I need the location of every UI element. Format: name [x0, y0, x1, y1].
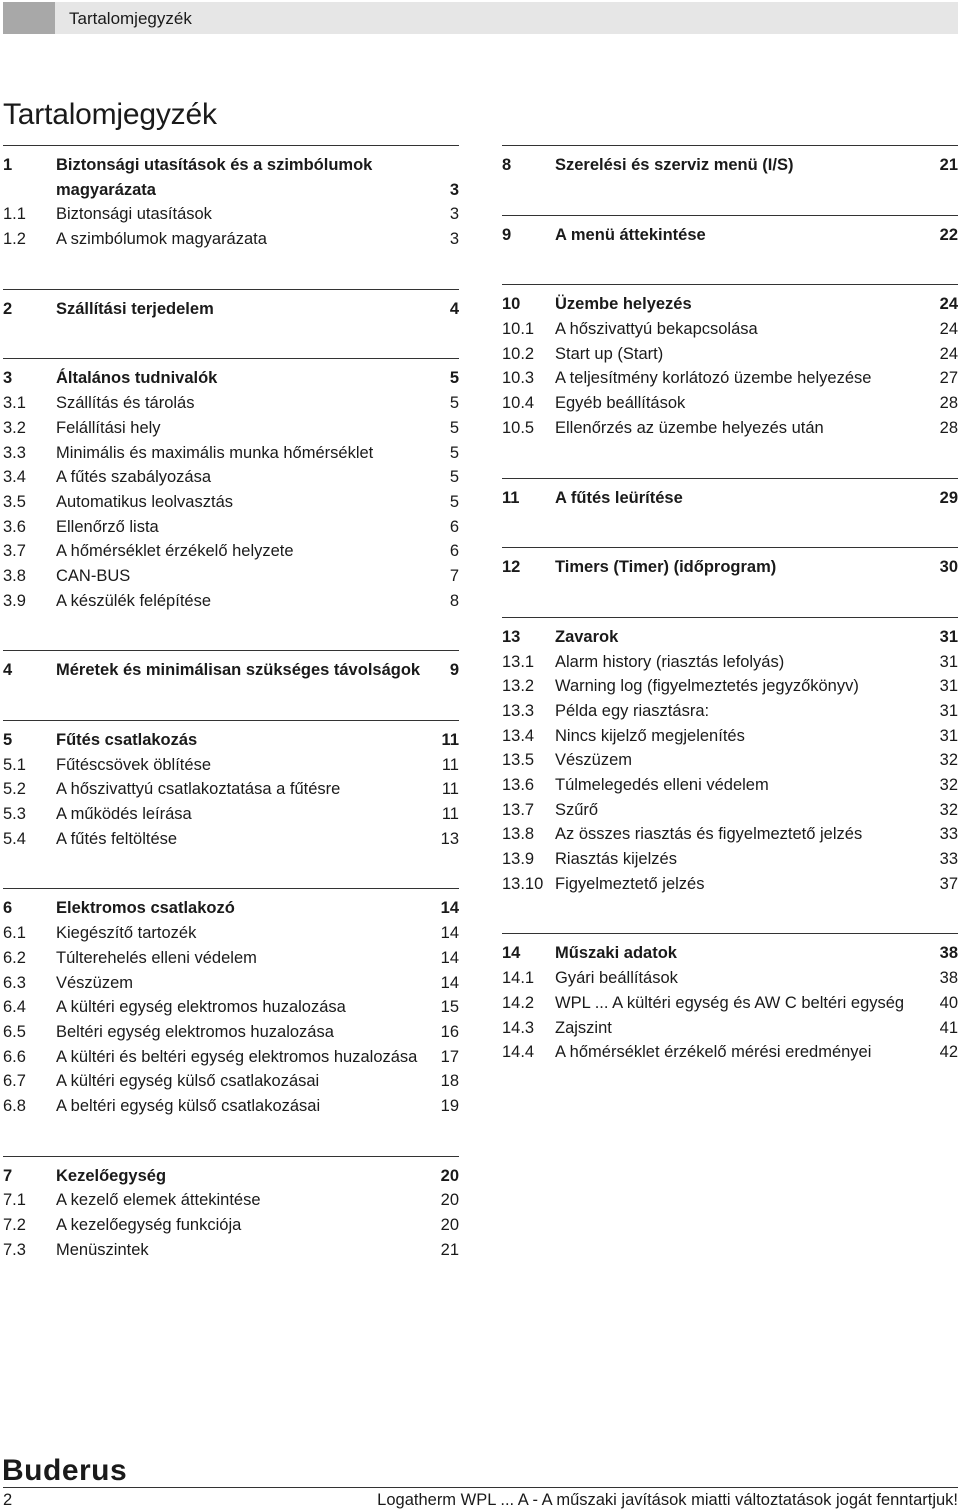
toc-chapter: [3, 358, 459, 613]
toc-chapter-heading[interactable]: [3, 366, 459, 391]
chapter-page: 20: [440, 1166, 459, 1185]
toc-entry[interactable]: [3, 391, 459, 416]
toc-chapter-heading-continued[interactable]: [3, 178, 459, 203]
entry-page: 18: [440, 1072, 459, 1091]
entry-title: Túlterehelés elleni védelem: [56, 948, 257, 967]
chapter-number: 5: [3, 731, 13, 749]
toc-entry[interactable]: [3, 802, 459, 827]
toc-entry[interactable]: [3, 490, 459, 515]
toc-entry[interactable]: [502, 822, 958, 847]
entry-title: Alarm history (riasztás lefolyás): [555, 652, 785, 671]
entry-title: Ellenőrzés az üzembe helyezés után: [555, 418, 824, 437]
toc-entry[interactable]: [3, 1094, 459, 1119]
entry-title: Figyelmeztető jelzés: [555, 874, 705, 893]
chapter-number: 9: [502, 225, 512, 244]
toc-entry[interactable]: [3, 589, 459, 614]
chapter-page: 4: [449, 299, 459, 318]
entry-number: 14.1: [502, 969, 535, 988]
entry-title: A beltéri egység külső csatlakozásai: [56, 1096, 321, 1115]
entry-title: A teljesítmény korlátozó üzembe helyezése: [555, 369, 872, 388]
entry-page: 11: [441, 780, 459, 799]
entry-page: 31: [939, 701, 958, 720]
entry-title: A fűtés feltöltése: [56, 829, 178, 848]
chapter-page: 5: [449, 369, 459, 388]
footer-page-number: 2: [3, 1491, 13, 1509]
entry-page: 38: [939, 969, 958, 988]
entry-title: Vészüzem: [56, 973, 134, 992]
chapter-number: 8: [502, 156, 512, 174]
toc-chapter-heading[interactable]: [3, 153, 459, 178]
entry-page: 33: [939, 850, 958, 869]
entry-title: Szűrő: [555, 800, 599, 819]
entry-number: 5.2: [3, 780, 26, 799]
running-header: [3, 2, 958, 34]
entry-title: A szimbólumok magyarázata: [56, 230, 267, 249]
entry-title: A hőmérséklet érzékelő mérési eredményei: [555, 1043, 872, 1062]
chapter-page: 31: [939, 627, 958, 646]
toc-entry[interactable]: [3, 564, 459, 589]
entry-page: 33: [939, 825, 958, 844]
toc-chapter-heading[interactable]: [3, 728, 459, 753]
chapter-title: Fűtés csatlakozás: [56, 731, 198, 749]
entry-number: 13.10: [502, 874, 544, 893]
entry-title: A kültéri egység elektromos huzalozása: [56, 998, 346, 1017]
entry-number: 13.1: [502, 652, 535, 671]
toc-chapter-heading[interactable]: [502, 153, 958, 178]
footer-text: Logatherm WPL ... A - A műszaki javítások miatti változtatások jogát fenntartjuk!: [377, 1491, 958, 1509]
entry-page: 28: [939, 418, 958, 437]
entry-title: Menüszintek: [56, 1240, 149, 1259]
entry-title: A készülék felépítése: [56, 591, 212, 610]
entry-number: 6.6: [3, 1047, 26, 1066]
entry-number: 5.1: [3, 755, 26, 774]
toc-entry[interactable]: [3, 515, 459, 540]
toc-entry[interactable]: [3, 465, 459, 490]
entry-page: 20: [440, 1216, 459, 1234]
chapter-number: 7: [3, 1166, 13, 1185]
entry-page: 14: [440, 924, 459, 943]
entry-title: Felállítási hely: [56, 418, 161, 437]
entry-page: 5: [449, 418, 459, 437]
entry-page: 11: [441, 755, 459, 774]
chapter-page: 24: [939, 295, 958, 314]
running-header-title: Tartalomjegyzék: [69, 9, 192, 28]
toc-chapter-heading[interactable]: [3, 297, 459, 322]
chapter-title: A menü áttekintése: [555, 225, 706, 244]
entry-page: 5: [449, 468, 459, 487]
chapter-number: 1: [3, 156, 13, 174]
entry-number: 13.8: [502, 825, 535, 844]
chapter-title: Biztonsági utasítások és a szimbólumok: [56, 156, 373, 174]
chapter-title: Timers (Timer) (időprogram): [555, 558, 777, 577]
entry-page: 41: [939, 1018, 958, 1037]
chapter-page: 29: [939, 488, 958, 507]
entry-title: Szállítás és tárolás: [56, 394, 195, 413]
toc-entry[interactable]: [3, 946, 459, 971]
buderus-logo: Buderus: [2, 1454, 128, 1487]
entry-number: 14.2: [502, 993, 535, 1012]
entry-page: 40: [939, 993, 958, 1012]
chapter-title: Kezelőegység: [56, 1166, 167, 1185]
toc-entry[interactable]: [502, 317, 958, 342]
toc-entry[interactable]: [3, 971, 459, 996]
header-tab-marker: [3, 2, 55, 34]
entry-number: 13.9: [502, 850, 535, 869]
toc-left-column: [3, 145, 459, 1299]
entry-number: 1.2: [3, 230, 26, 249]
entry-number: 10.1: [502, 320, 535, 339]
entry-number: 13.2: [502, 677, 535, 696]
entry-page: 37: [939, 874, 958, 893]
toc-entry[interactable]: [502, 748, 958, 773]
toc-entry[interactable]: [502, 724, 958, 749]
entry-page: 5: [449, 394, 459, 413]
toc-chapter-heading[interactable]: [502, 486, 958, 511]
toc-entry[interactable]: [3, 227, 459, 252]
entry-title: Biztonsági utasítások: [56, 205, 212, 224]
entry-page: 32: [939, 776, 958, 794]
toc-chapter: [3, 289, 459, 322]
toc-entry[interactable]: [502, 416, 958, 441]
entry-number: 6.3: [3, 973, 26, 992]
toc-entry[interactable]: [502, 391, 958, 416]
entry-number: 6.7: [3, 1072, 26, 1091]
chapter-page: 30: [939, 558, 958, 577]
entry-page: 14: [440, 948, 459, 967]
entry-number: 6.5: [3, 1022, 26, 1041]
chapter-number: 6: [3, 899, 13, 918]
entry-number: 13.4: [502, 726, 535, 745]
toc-chapter: [502, 284, 958, 440]
toc-chapter: [502, 617, 958, 897]
entry-title: Warning log (figyelmeztetés jegyzőkönyv): [555, 677, 859, 696]
toc-chapter-heading[interactable]: [502, 625, 958, 650]
entry-number: 3.3: [3, 443, 26, 462]
entry-page: 3: [449, 205, 459, 224]
toc-chapter-heading[interactable]: [502, 292, 958, 317]
entry-title: Automatikus leolvasztás: [56, 492, 233, 511]
entry-page: 19: [440, 1096, 459, 1115]
entry-page: 42: [939, 1043, 958, 1062]
chapter-page: 9: [449, 661, 459, 680]
chapter-page: 38: [939, 944, 958, 963]
indent: [3, 178, 56, 203]
toc-chapter: [502, 933, 958, 1064]
chapter-number: 14: [502, 944, 521, 963]
entry-title: A kezelőegység funkciója: [56, 1216, 242, 1234]
toc-chapter: [502, 145, 958, 178]
chapter-page: 14: [440, 899, 459, 918]
toc-entry[interactable]: [502, 872, 958, 897]
entry-page: 17: [440, 1047, 459, 1066]
chapter-number: 4: [3, 661, 13, 680]
entry-title: A kültéri és beltéri egység elektromos huzalozása: [56, 1047, 418, 1066]
entry-page: 11: [441, 805, 459, 824]
chapter-title: Zavarok: [555, 627, 619, 646]
entry-title: Nincs kijelző megjelenítés: [555, 726, 745, 745]
entry-title: Fűtéscsövek öblítése: [56, 755, 211, 774]
chapter-title: Méretek és minimálisan szükséges távolságok: [56, 661, 421, 680]
entry-number: 3.4: [3, 468, 26, 487]
entry-title: Minimális és maximális munka hőmérséklet: [56, 443, 374, 462]
entry-page: 8: [449, 591, 459, 610]
entry-title: Túlmelegedés elleni védelem: [555, 776, 769, 794]
toc-entry[interactable]: [3, 539, 459, 564]
entry-number: 10.4: [502, 394, 535, 413]
entry-number: 14.3: [502, 1018, 535, 1037]
entry-number: 3.2: [3, 418, 26, 437]
chapter-title: Általános tudnivalók: [56, 369, 218, 388]
chapter-number: 12: [502, 558, 521, 577]
entry-page: 24: [939, 320, 958, 339]
entry-page: 13: [440, 829, 459, 848]
chapter-title: Műszaki adatok: [555, 944, 677, 963]
entry-number: 7.1: [3, 1191, 26, 1210]
entry-number: 10.2: [502, 344, 535, 363]
entry-title: CAN-BUS: [56, 566, 131, 585]
entry-number: 1.1: [3, 205, 26, 224]
chapter-page: 21: [939, 156, 958, 174]
toc-entry[interactable]: [502, 798, 958, 823]
entry-page: 31: [939, 652, 958, 671]
entry-title: Példa egy riasztásra:: [555, 701, 710, 720]
entry-title: A hőszivattyú csatlakoztatása a fűtésre: [56, 780, 341, 799]
toc-entry[interactable]: [502, 1016, 958, 1041]
entry-page: 6: [449, 542, 459, 561]
toc-entry[interactable]: [502, 674, 958, 699]
entry-title: WPL ... A kültéri egység és AW C beltéri egység: [555, 993, 905, 1012]
entry-title: Riasztás kijelzés: [555, 850, 677, 869]
toc-entry[interactable]: [3, 1213, 459, 1238]
entry-page: 15: [440, 998, 459, 1017]
toc-entry[interactable]: [502, 991, 958, 1016]
toc-entry[interactable]: [502, 1040, 958, 1065]
entry-title: A hőmérséklet érzékelő helyzete: [56, 542, 294, 561]
entry-page: 20: [440, 1191, 459, 1210]
entry-number: 6.1: [3, 924, 26, 943]
toc-entry[interactable]: [3, 1188, 459, 1213]
toc-chapter: [3, 888, 459, 1118]
toc-right-column: [502, 145, 958, 1102]
chapter-number: 13: [502, 627, 521, 646]
toc-chapter-heading[interactable]: [502, 223, 958, 248]
chapter-number: 11: [502, 488, 520, 507]
entry-number: 3.1: [3, 394, 26, 413]
chapter-title: Szerelési és szerviz menü (I/S): [555, 156, 794, 174]
chapter-page: 22: [939, 225, 958, 244]
toc-entry[interactable]: [3, 995, 459, 1020]
toc-entry[interactable]: [3, 827, 459, 852]
entry-title: Zajszint: [555, 1018, 612, 1037]
entry-number: 7.3: [3, 1240, 26, 1259]
toc-chapter-heading[interactable]: [3, 658, 459, 683]
toc-chapter: [502, 547, 958, 580]
toc-entry[interactable]: [502, 650, 958, 675]
entry-page: 28: [939, 394, 958, 413]
chapter-page: 11: [441, 731, 459, 749]
entry-page: 27: [939, 369, 958, 388]
footer-divider: [3, 1487, 958, 1488]
toc-chapter: [502, 478, 958, 511]
entry-page: 14: [440, 973, 459, 992]
entry-page: 3: [449, 230, 459, 249]
toc-chapter-heading[interactable]: [502, 941, 958, 966]
toc-entry[interactable]: [502, 773, 958, 798]
entry-number: 6.2: [3, 948, 26, 967]
entry-page: 21: [440, 1240, 459, 1259]
entry-title: A működés leírása: [56, 805, 192, 824]
toc-entry[interactable]: [502, 966, 958, 991]
toc-chapter-heading[interactable]: [3, 1164, 459, 1189]
entry-number: 3.8: [3, 566, 26, 585]
entry-title: Az összes riasztás és figyelmeztető jelzés: [555, 825, 863, 844]
entry-title: A kezelő elemek áttekintése: [56, 1191, 261, 1210]
toc-entry[interactable]: [3, 1045, 459, 1070]
entry-title: Vészüzem: [555, 751, 633, 770]
toc-entry[interactable]: [3, 416, 459, 441]
entry-title: A kültéri egység külső csatlakozásai: [56, 1072, 320, 1091]
entry-number: 5.4: [3, 829, 26, 848]
entry-title: A fűtés szabályozása: [56, 468, 212, 487]
entry-title: Ellenőrző lista: [56, 517, 159, 536]
chapter-title: Üzembe helyezés: [555, 295, 692, 314]
entry-number: 3.6: [3, 517, 26, 536]
toc-entry[interactable]: [3, 1069, 459, 1094]
toc-chapter-heading[interactable]: [502, 555, 958, 580]
entry-page: 7: [449, 566, 459, 585]
entry-page: 32: [939, 751, 958, 770]
toc-entry[interactable]: [3, 921, 459, 946]
entry-title: Egyéb beállítások: [555, 394, 686, 413]
toc-entry[interactable]: [502, 342, 958, 367]
chapter-number: 2: [3, 299, 13, 318]
entry-number: 3.7: [3, 542, 26, 561]
entry-page: 32: [939, 800, 958, 819]
entry-page: 16: [440, 1022, 459, 1041]
toc-chapter-heading[interactable]: [3, 896, 459, 921]
toc-entry[interactable]: [3, 753, 459, 778]
entry-title: Beltéri egység elektromos huzalozása: [56, 1022, 334, 1041]
entry-number: 10.3: [502, 369, 535, 388]
entry-title: A hőszivattyú bekapcsolása: [555, 320, 758, 339]
entry-page: 6: [449, 517, 459, 536]
entry-page: 5: [449, 492, 459, 511]
entry-number: 14.4: [502, 1043, 535, 1062]
entry-number: 3.9: [3, 591, 26, 610]
entry-number: 6.8: [3, 1096, 26, 1115]
toc-chapter: [3, 1156, 459, 1263]
entry-page: 31: [939, 677, 958, 696]
toc-chapter: [3, 145, 459, 252]
chapter-title: A fűtés leürítése: [555, 488, 683, 507]
toc-entry[interactable]: [3, 1238, 459, 1263]
toc-entry[interactable]: [502, 847, 958, 872]
chapter-page: 3: [449, 180, 459, 199]
page-title: Tartalomjegyzék: [3, 98, 217, 132]
entry-number: 13.6: [502, 776, 535, 794]
entry-number: 5.3: [3, 805, 26, 824]
entry-page: 24: [939, 344, 958, 363]
toc-entry[interactable]: [502, 699, 958, 724]
entry-number: 7.2: [3, 1216, 26, 1234]
chapter-number: 10: [502, 295, 521, 314]
entry-title: Start up (Start): [555, 344, 664, 363]
toc-chapter: [3, 720, 459, 851]
entry-number: 3.5: [3, 492, 26, 511]
toc-entry[interactable]: [3, 777, 459, 802]
toc-entry[interactable]: [3, 202, 459, 227]
entry-number: 13.3: [502, 701, 535, 720]
entry-page: 5: [449, 443, 459, 462]
entry-title: Gyári beállítások: [555, 969, 678, 988]
toc-chapter: [3, 650, 459, 683]
entry-number: 6.4: [3, 998, 26, 1017]
chapter-title: Szállítási terjedelem: [56, 299, 214, 318]
chapter-number: 3: [3, 369, 13, 388]
entry-number: 13.7: [502, 800, 535, 819]
toc-entry[interactable]: [502, 366, 958, 391]
entry-number: 10.5: [502, 418, 535, 437]
toc-chapter: [502, 215, 958, 248]
toc-entry[interactable]: [3, 1020, 459, 1045]
entry-title: Kiegészítő tartozék: [56, 924, 197, 943]
entry-page: 31: [939, 726, 958, 745]
chapter-title-continued: magyarázata: [56, 180, 156, 199]
chapter-title: Elektromos csatlakozó: [56, 899, 235, 918]
toc-entry[interactable]: [3, 441, 459, 466]
entry-number: 13.5: [502, 751, 535, 770]
